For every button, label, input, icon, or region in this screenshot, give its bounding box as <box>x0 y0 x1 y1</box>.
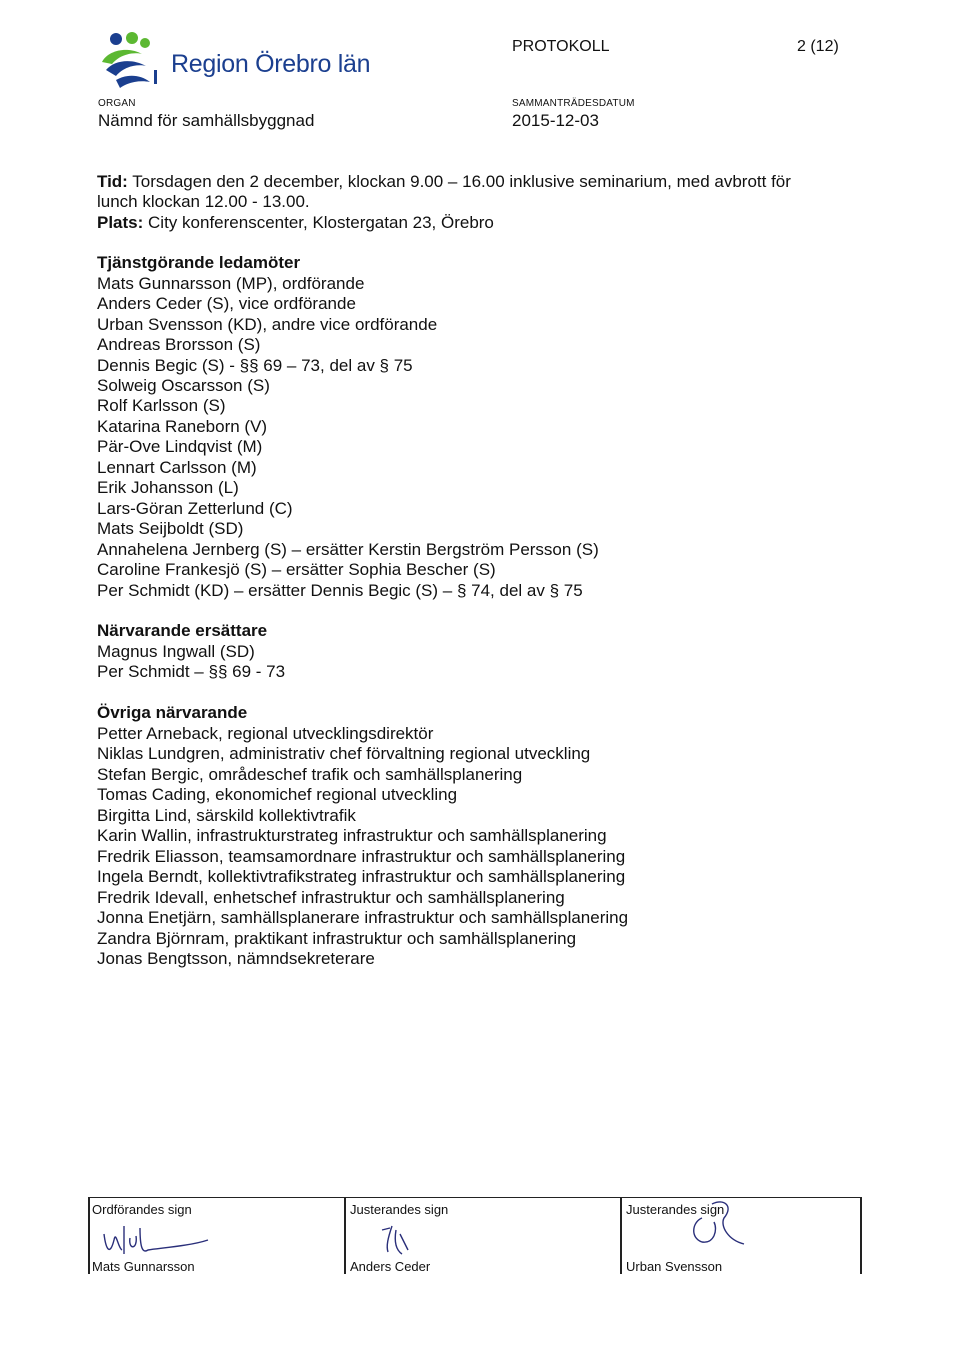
handwritten-signature <box>366 1220 446 1260</box>
list-item: Annahelena Jernberg (S) – ersätter Kerstin Bergström Persson (S) <box>97 540 599 559</box>
signature-name: Urban Svensson <box>626 1259 723 1274</box>
list-item: Niklas Lundgren, administrativ chef förvaltning regional utveckling <box>97 744 591 763</box>
signature-label: Justerandes sign <box>626 1202 725 1217</box>
document-type: PROTOKOLL <box>512 38 610 55</box>
list-item: Ingela Berndt, kollektivtrafikstrateg infrastruktur och samhällsplanering <box>97 867 626 886</box>
list-item: Magnus Ingwall (SD) <box>97 642 255 661</box>
list-item: Jonas Bengtsson, nämndsekreterare <box>97 949 375 968</box>
list-item: Zandra Björnram, praktikant infrastruktur och samhällsplanering <box>97 929 577 948</box>
list-item: Katarina Raneborn (V) <box>97 417 268 436</box>
list-item: Rolf Karlsson (S) <box>97 396 226 415</box>
signature-name: Anders Ceder <box>350 1259 431 1274</box>
time-label: Tid: <box>97 172 128 191</box>
signature-name: Mats Gunnarsson <box>92 1259 195 1274</box>
list-item: Anders Ceder (S), vice ordförande <box>97 294 356 313</box>
list-item: Andreas Brorsson (S) <box>97 335 261 354</box>
handwritten-signature <box>100 1220 220 1260</box>
list-item: Per Schmidt (KD) – ersätter Dennis Begic (S) – § 74, del av § 75 <box>97 581 583 600</box>
signature-cell-chair <box>88 1198 344 1274</box>
list-item: Lars-Göran Zetterlund (C) <box>97 499 293 518</box>
page-number: 2 (12) <box>797 38 839 55</box>
date-label: SAMMANTRÄDESDATUM <box>512 98 635 109</box>
signature-table <box>88 1197 862 1274</box>
place-line <box>97 213 494 233</box>
signature-label: Justerandes sign <box>350 1202 449 1217</box>
list-item: Dennis Begic (S) - §§ 69 – 73, del av § 75 <box>97 356 413 375</box>
members-heading: Tjänstgörande ledamöter <box>97 253 301 272</box>
list-item: Mats Gunnarsson (MP), ordförande <box>97 274 365 293</box>
list-item: Mats Seijboldt (SD) <box>97 519 244 538</box>
list-item: Tomas Cading, ekonomichef regional utveckling <box>97 785 458 804</box>
list-item: Per Schmidt – §§ 69 - 73 <box>97 662 286 681</box>
organ-value: Nämnd för samhällsbyggnad <box>98 111 315 130</box>
time-line-2: lunch klockan 12.00 - 13.00. <box>97 192 310 211</box>
list-item: Pär-Ove Lindqvist (M) <box>97 437 263 456</box>
list-item: Lennart Carlsson (M) <box>97 458 257 477</box>
list-item: Karin Wallin, infrastrukturstrateg infrastruktur och samhällsplanering <box>97 826 607 845</box>
handwritten-signature <box>662 1196 762 1256</box>
time-value: Torsdagen den 2 december, klockan 9.00 – 16.00 inklusive seminarium, med avbrott för <box>132 172 791 191</box>
list-item: Petter Arneback, regional utvecklingsdirektör <box>97 724 434 743</box>
list-item: Solweig Oscarsson (S) <box>97 376 270 395</box>
list-item: Fredrik Eliasson, teamsamordnare infrastruktur och samhällsplanering <box>97 847 626 866</box>
place-value: City konferenscenter, Klostergatan 23, Örebro <box>148 213 494 232</box>
place-label: Plats: <box>97 213 144 232</box>
region-logo-icon <box>98 30 168 90</box>
organ-label: ORGAN <box>98 98 136 109</box>
list-item: Jonna Enetjärn, samhällsplanerare infrastruktur och samhällsplanering <box>97 908 629 927</box>
others-heading: Övriga närvarande <box>97 703 248 722</box>
list-item: Fredrik Idevall, enhetschef infrastruktur och samhällsplanering <box>97 888 565 907</box>
list-item: Urban Svensson (KD), andre vice ordförande <box>97 315 438 334</box>
list-item: Caroline Frankesjö (S) – ersätter Sophia Bescher (S) <box>97 560 496 579</box>
org-name: Region Örebro län <box>171 50 371 78</box>
list-item: Stefan Bergic, områdeschef trafik och samhällsplanering <box>97 765 523 784</box>
divider <box>860 1198 862 1274</box>
signature-label: Ordförandes sign <box>92 1202 192 1217</box>
signature-cell-adjuster-2 <box>622 1198 860 1274</box>
list-item: Erik Johansson (L) <box>97 478 239 497</box>
signature-cell-adjuster-1 <box>346 1198 620 1274</box>
time-line <box>97 172 791 192</box>
list-item: Birgitta Lind, särskild kollektivtrafik <box>97 806 356 825</box>
date-value: 2015-12-03 <box>512 111 599 130</box>
substitutes-heading: Närvarande ersättare <box>97 621 268 640</box>
